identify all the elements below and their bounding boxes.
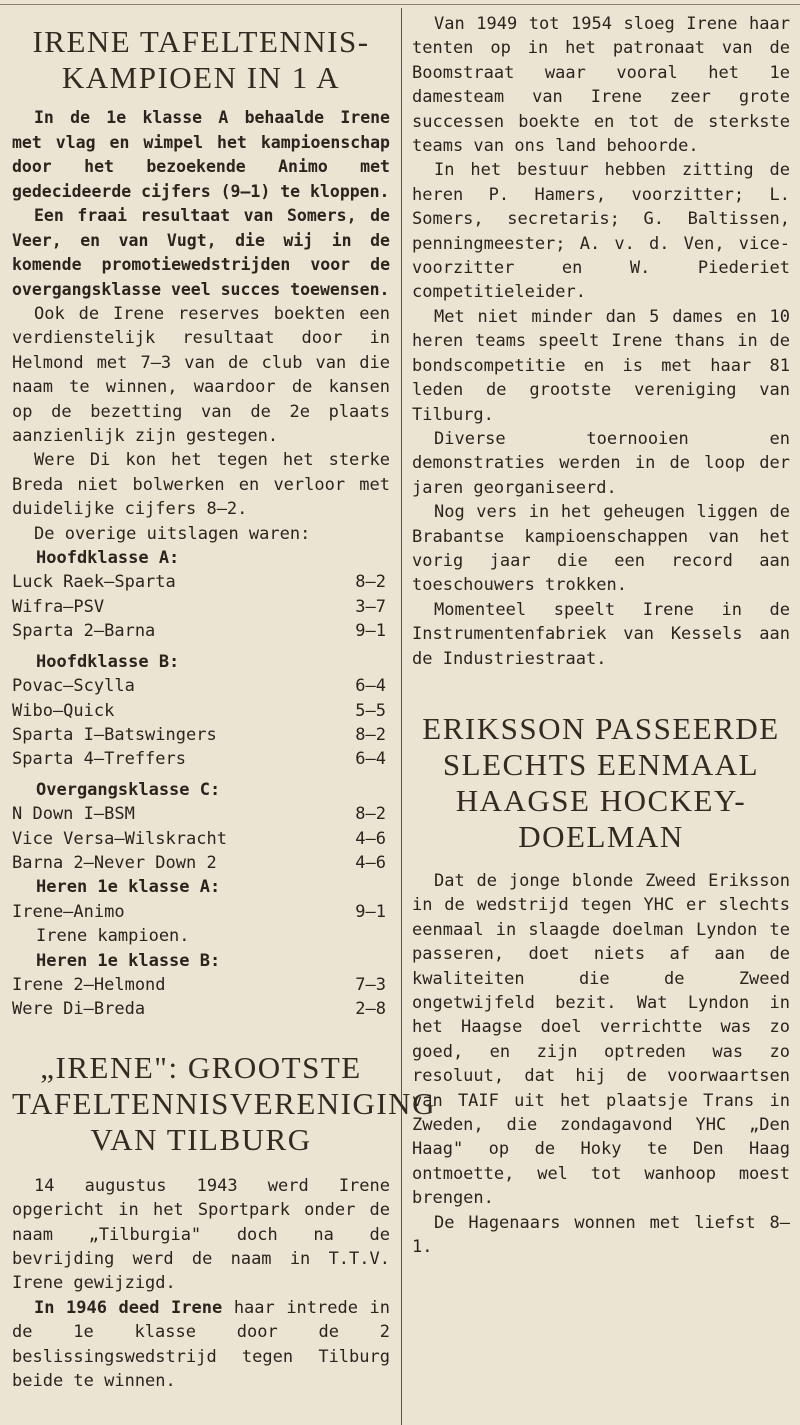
paragraph-bestuur: In het bestuur hebben zitting de heren P. Hamers, voorzitter; L. Somers, secretaris; G. Baltissen, penningmeester; A. v. d. Ven, vice-voorzitter en W. Piederiet competitieleider. (412, 160, 790, 303)
result-row (12, 802, 390, 826)
paragraph-overige: De overige uitslagen waren: (34, 523, 311, 544)
paragraph-teams: Met niet minder dan 5 dames en 10 heren teams speelt Irene thans in de bondscompetitie en is met haar 81 leden de grootste vereniging van Tilburg. (412, 306, 790, 425)
paragraph-were-di: Were Di kon het tegen het sterke Breda niet bolwerken en verloor met duidelijke cijfers 8—2. (12, 450, 390, 520)
match-score: 4—6 (355, 828, 386, 849)
match-score: 9—1 (355, 901, 386, 922)
lead-paragraph: In de 1e klasse A behaalde Irene met vlag en wimpel het kampioenschap door het bezoekende Animo met gedecideerde cijfers (9—1) te kloppen. (12, 108, 390, 201)
right-column (412, 12, 790, 1259)
result-row (12, 699, 390, 723)
match-teams: Vice Versa—Wilskracht (12, 828, 227, 849)
result-row (12, 900, 390, 924)
results-note: Irene kampioen. (36, 926, 190, 947)
headline-eriksson: ERIKSSON PASSEERDE SLECHTS EENMAAL HAAGSE HOCKEY-DOELMAN (422, 710, 780, 854)
result-row (12, 619, 390, 643)
top-rule (0, 4, 800, 5)
result-row (12, 570, 390, 594)
match-teams: Irene 2—Helmond (12, 974, 166, 995)
lead-paragraph-2: Een fraai resultaat van Somers, de Veer, en van Vugt, die wij in de komende promotiewedstrijden voor de overgangsklasse veel succes toewensen. (12, 206, 390, 299)
match-score: 6—4 (355, 749, 386, 770)
result-row (12, 973, 390, 997)
paragraph-eriksson: Dat de jonge blonde Zweed Eriksson in de wedstrijd tegen YHC er slechts eenmaal in slaagde doelman Lyndon te passeren, doet niets af aan de kwaliteiten die de Zweed ongetwijfeld bezit. Wat Lyndon in het Haagse doel verrichtte was zo goed, en zijn optreden was zo resoluut, dat hij de voorwaartsen van TAIF uit het plaatsje Trans in Zweden, die zondagavond YHC „Den Haag" op de Hoky te Den Haag ontmoette, wel tot wanhoop moest brengen. (412, 870, 790, 1209)
left-column (12, 12, 436, 1393)
paragraph-momenteel: Momenteel speelt Irene in de Instrumentenfabriek van Kessels aan de Industriestraat. (412, 599, 790, 669)
match-score: 6—4 (355, 676, 386, 697)
match-teams: Wibo—Quick (12, 700, 115, 721)
match-teams: Irene—Animo (12, 901, 125, 922)
results-heading: Overgangsklasse C: (36, 779, 221, 800)
result-row (12, 747, 390, 771)
match-teams: Sparta 2—Barna (12, 621, 156, 642)
match-score: 8—2 (355, 724, 386, 745)
paragraph-toernooien: Diverse toernooien en demonstraties werden in de loop der jaren georganiseerd. (412, 428, 790, 498)
column-divider (401, 8, 402, 1425)
paragraph-hagenaars: De Hagenaars wonnen met liefst 8—1. (412, 1212, 790, 1258)
match-score: 8—2 (355, 804, 386, 825)
match-score: 3—7 (355, 596, 386, 617)
result-row (12, 851, 390, 875)
result-row (12, 674, 390, 698)
match-teams: N Down I—BSM (12, 804, 135, 825)
match-teams: Povac—Scylla (12, 676, 135, 697)
headline-irene-kampioen: IRENE TAFELTENNIS-KAMPIOEN IN 1 A (32, 24, 370, 95)
results-heading: Heren 1e klasse A: (36, 877, 221, 898)
match-score: 2—8 (355, 999, 386, 1020)
paragraph-oprichting: 14 augustus 1943 werd Irene opgericht in het Sportpark onder de naam „Tilburgia" doch na de bevrijding werd de naam in T.T.V. Irene gewijzigd. (12, 1175, 390, 1294)
match-teams: Sparta I—Batswingers (12, 724, 217, 745)
match-teams: Wifra—PSV (12, 596, 105, 617)
paragraph-reserves: Ook de Irene reserves boekten een verdienstelijk resultaat door in Helmond met 7—3 van de club van die naam te winnen, waardoor de kansen op de bezetting van de 2e plaats aanzienlijk zijn gestegen. (12, 304, 390, 447)
match-score: 8—2 (355, 572, 386, 593)
results-list (12, 546, 390, 1022)
match-score: 9—1 (355, 621, 386, 642)
result-row (12, 595, 390, 619)
paragraph-kampioenschappen: Nog vers in het geheugen liggen de Brabantse kampioenschappen van het vorig jaar die een record aan toeschouwers trokken. (412, 502, 790, 596)
results-heading: Hoofdklasse A: (36, 548, 180, 569)
result-row (12, 827, 390, 851)
match-teams: Luck Raek—Sparta (12, 572, 176, 593)
match-teams: Sparta 4—Treffers (12, 749, 186, 770)
result-row (12, 997, 390, 1021)
bold-phrase: In 1946 deed Irene (34, 1297, 223, 1318)
result-row (12, 723, 390, 747)
paragraph-intrede-start (12, 1296, 390, 1394)
paragraph-boomstraat: Van 1949 tot 1954 sloeg Irene haar tenten op in het patronaat van de Boomstraat waar vooral het 1e damesteam van Irene zeer grote successen boekte en tot de sterkste teams van ons land behoorde. (412, 14, 790, 157)
match-teams: Were Di—Breda (12, 999, 146, 1020)
results-heading: Hoofdklasse B: (36, 651, 180, 672)
match-score: 7—3 (355, 974, 386, 995)
match-score: 5—5 (355, 700, 386, 721)
paragraph-intrede-text: haar intrede in de 1e klasse door de 2 beslissingswedstrijd tegen Tilburg beide te winnen. (12, 1297, 390, 1392)
results-heading: Heren 1e klasse B: (36, 950, 221, 971)
match-score: 4—6 (355, 852, 386, 873)
match-teams: Barna 2—Never Down 2 (12, 852, 217, 873)
headline-irene-grootste: „IRENE": GROOTSTE TAFELTENNISVERENIGING VAN TILBURG (12, 1049, 436, 1157)
